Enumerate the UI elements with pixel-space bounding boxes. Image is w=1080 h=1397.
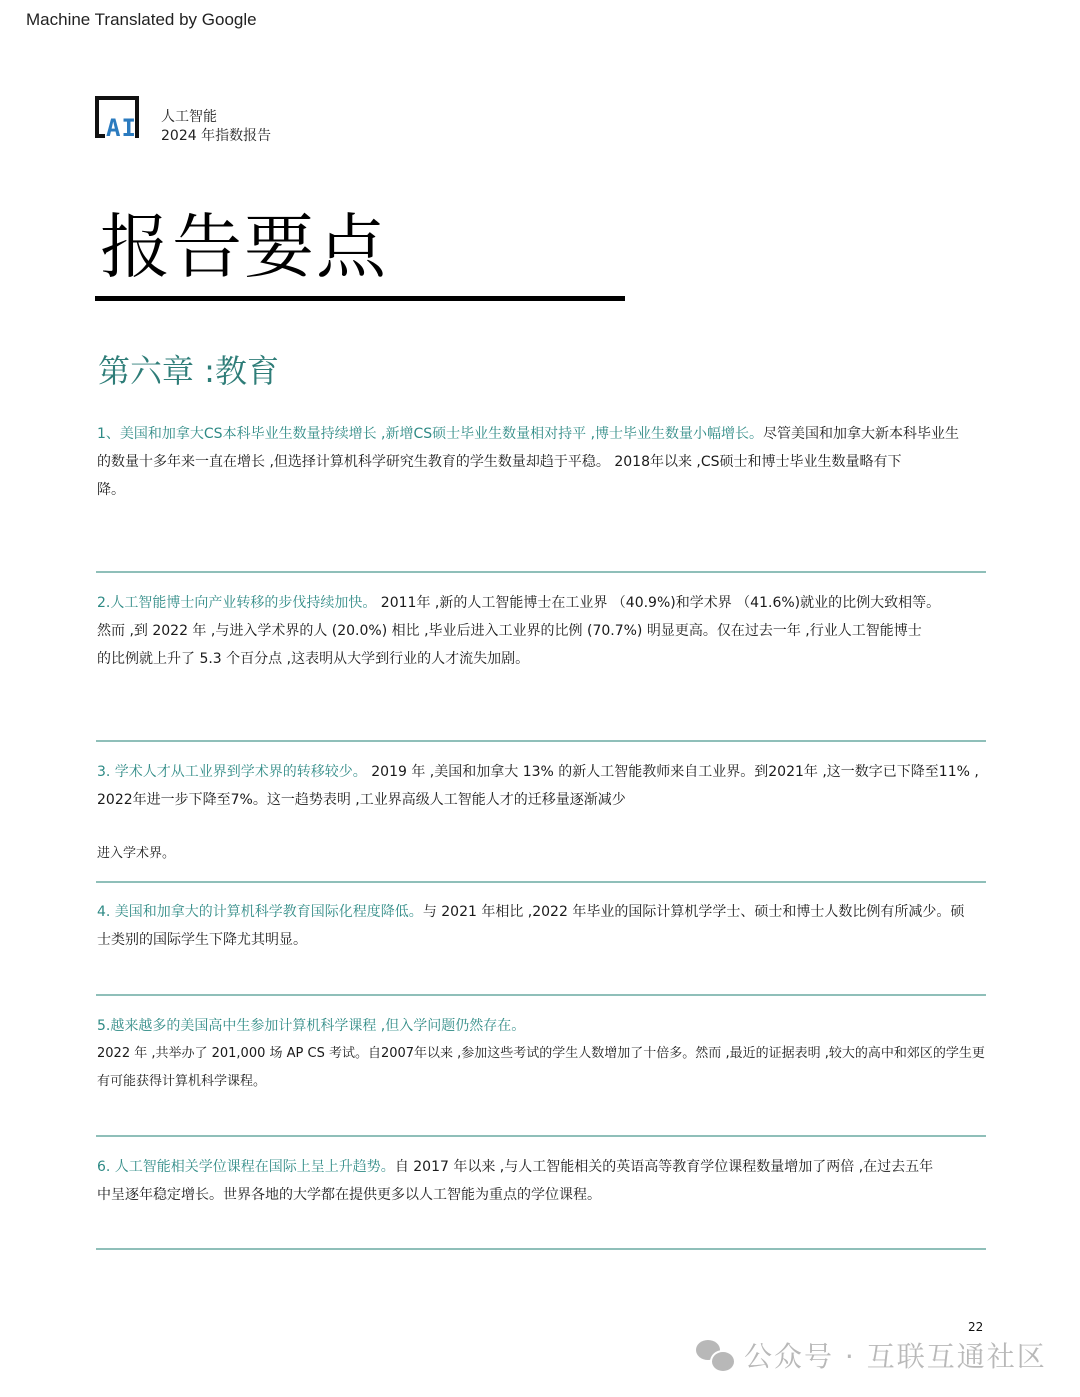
item-text: 2011年 ,新的人工智能博士在工业界 （40.9%)和学术界 （41.6%)就业的比例大致相等。: [376, 595, 941, 611]
report-name-line2: 2024 年指数报告: [161, 128, 272, 144]
watermark-text: 公众号 · 互联互通社区: [744, 1340, 1047, 1373]
item-line: 士类别的国际学生下降尤其明显。: [97, 932, 307, 948]
item-headline: 4. 美国和加拿大的计算机科学教育国际化程度降低。: [97, 904, 423, 920]
item-headline: 5.越来越多的美国高中生参加计算机科学课程 ,但入学问题仍然存在。: [97, 1018, 526, 1034]
section-divider: [96, 881, 986, 883]
wechat-icon: [696, 1338, 736, 1372]
item-line: 的数量十多年来一直在增长 ,但选择计算机科学研究生教育的学生数量却趋于平稳。 2018年以来 ,CS硕士和博士毕业生数量略有下: [97, 454, 902, 470]
item-headline: 2.人工智能博士向产业转移的步伐持续加快。: [97, 595, 377, 611]
item-line: 2022年进一步下降至7%。这一趋势表明 ,工业界高级人工智能人才的迁移量逐渐减少: [97, 792, 626, 808]
item-line: 2022 年 ,共举办了 201,000 场 AP CS 考试。自2007年以来 ,参加这些考试的学生人数增加了十倍多。然而 ,最近的证据表明 ,较大的高中和郊区的学生更: [97, 1046, 985, 1061]
item-headline: 6. 人工智能相关学位课程在国际上呈上升趋势。: [97, 1159, 395, 1175]
item-line: 的比例就上升了 5.3 个百分点 ,这表明从大学到行业的人才流失加剧。: [97, 651, 530, 667]
report-name: [161, 108, 271, 146]
page-title: 报告要点: [100, 206, 388, 288]
ai-index-logo: [95, 96, 151, 142]
chapter-title: 第六章 :教育: [98, 352, 279, 390]
logo-ai-mark: AI: [106, 114, 137, 142]
machine-translation-banner: Machine Translated by Google: [26, 10, 257, 29]
wechat-watermark: [696, 1335, 1047, 1375]
highlight-item-3: [97, 758, 987, 868]
section-divider: [96, 571, 986, 573]
item-line: [97, 1153, 987, 1181]
item-line: [97, 420, 987, 448]
section-divider: [96, 1135, 986, 1137]
report-name-line1: 人工智能: [161, 109, 217, 125]
item-line: 降。: [97, 482, 125, 498]
highlight-item-5: [97, 1012, 987, 1096]
title-underline: [95, 296, 625, 301]
section-divider: [96, 740, 986, 742]
logo-frame-foot: [95, 134, 105, 138]
highlight-item-4: [97, 898, 987, 954]
section-divider: [96, 1248, 986, 1250]
page-number: 22: [968, 1320, 984, 1334]
item-line: [97, 1012, 987, 1040]
item-text: 尽管美国和加拿大新本科毕业生: [763, 426, 960, 442]
highlight-item-2: [97, 589, 987, 673]
highlight-item-1: [97, 420, 987, 504]
item-line: [97, 898, 987, 926]
item-line: 有可能获得计算机科学课程。: [97, 1074, 267, 1089]
item-text: 2019 年 ,美国和加拿大 13% 的新人工智能教师来自工业界。到2021年 ,这一数字已下降至11% ,: [366, 764, 979, 780]
item-headline: 3. 学术人才从工业界到学术界的转移较少。: [97, 764, 367, 780]
item-line: [97, 589, 987, 617]
item-line: [97, 758, 987, 786]
item-text: 自 2017 年以来 ,与人工智能相关的英语高等教育学位课程数量增加了两倍 ,在过去五年: [394, 1159, 934, 1175]
highlight-item-6: [97, 1153, 987, 1209]
item-line: 然而 ,到 2022 年 ,与进入学术界的人 (20.0%) 相比 ,毕业后进入工业界的比例 (70.7%) 明显更高。仅在过去一年 ,行业人工智能博士: [97, 623, 922, 639]
item-text: 与 2021 年相比 ,2022 年毕业的国际计算机学学士、硕士和博士人数比例有所减少。硕: [422, 904, 965, 920]
item-line: 中呈逐年稳定增长。世界各地的大学都在提供更多以人工智能为重点的学位课程。: [97, 1187, 601, 1203]
item-headline: 1、美国和加拿大CS本科毕业生数量持续增长 ,新增CS硕士毕业生数量相对持平 ,博士毕业生数量小幅增长。: [97, 426, 764, 442]
item-line: 进入学术界。: [97, 846, 176, 861]
section-divider: [96, 994, 986, 996]
